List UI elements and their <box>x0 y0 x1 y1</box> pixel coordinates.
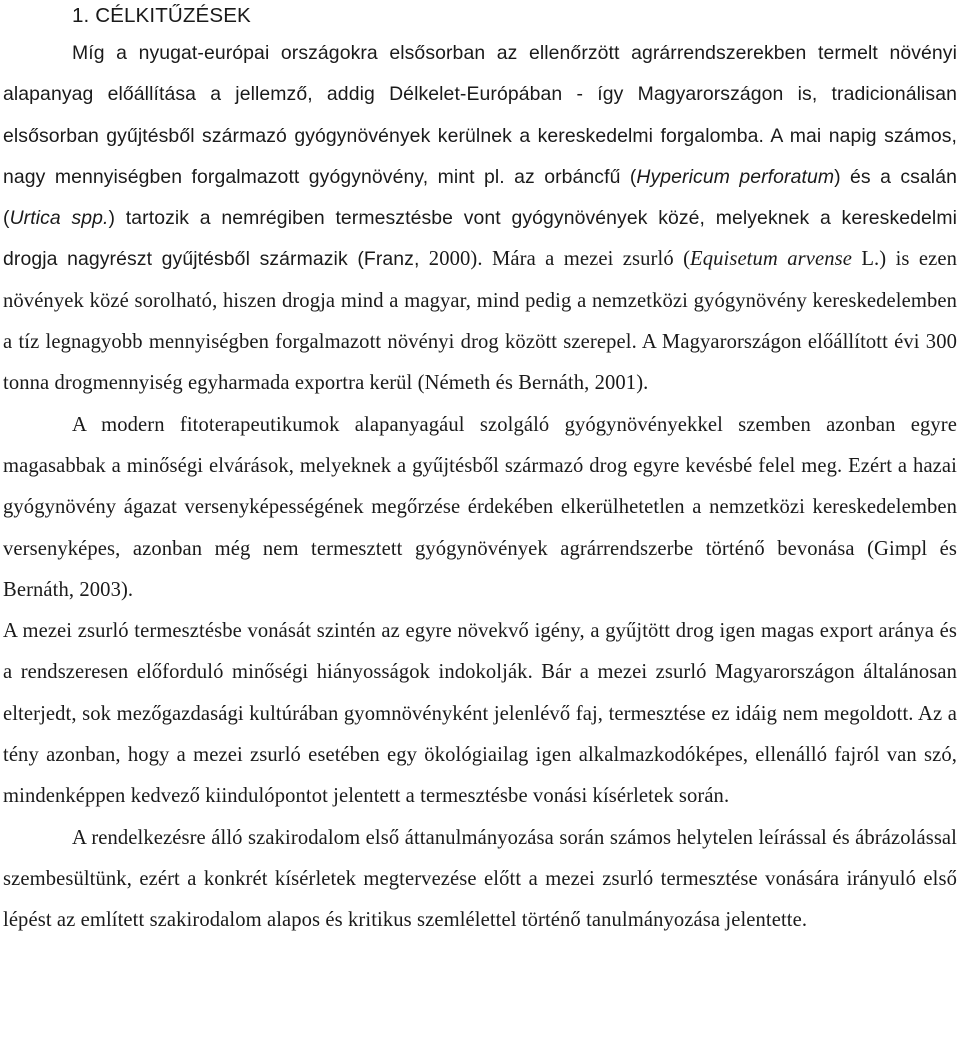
paragraph-1-text-c: ) tartozik a nemrégiben termesztésbe vont gyógynövények közé, melyeknek a kereskedelmi drogja nagyrészt gyűjtésből származik (Franz, <box>3 207 957 271</box>
species-name-equisetum: Equisetum arvense <box>690 248 852 271</box>
document-page <box>3 0 957 942</box>
paragraph-2: A modern fitoterapeutikumok alapanyagául szolgáló gyógynövényekkel szemben azonban egyre magasabbak a minőségi elvárások, melyeknek a gyűjtésből származó drog egyre kevésbé felel meg. Ezért a hazai gyógynövény ágazat versenyképességének megőrzése érdekében elkerülhetetlen a nemzetközi kereskedelemben versenyképes, azonban még nem termesztett gyógynövények agrárrendszerbe történő bevonása (Gimpl és Bernáth, 2003). <box>3 413 957 601</box>
paragraph-1-text-b: ) és a csalán ( <box>3 165 957 230</box>
paragraph-1-text-d: 2000). Mára a mezei zsurló ( <box>419 248 691 271</box>
paragraph-1-text-a: Míg a nyugat-európai országokra elsősorban az ellenőrzött agrárrendszerekben termelt növényi alapanyag előállítása a jellemző, addig Délkelet-Európában - így Magyarországon is, tradicionálisan elsősorban gyűjtésből származó gyógynövények kerülnek a kereskedelmi forgalomba. A mai napig számos, nagy mennyiségben forgalmazott gyógynövény, mint pl. az orbáncfű ( <box>3 42 957 188</box>
section-heading: 1. CÉLKITŰZÉSEK <box>72 4 251 27</box>
species-name-hypericum: Hypericum perforatum <box>636 165 835 188</box>
paragraph-3: A mezei zsurló termesztésbe vonását szintén az egyre növekvő igény, a gyűjtött drog igen magas export aránya és a rendszeresen előforduló minőségi hiányosságok indokolják. Bár a mezei zsurló Magyarországon általánosan elterjedt, sok mezőgazdasági kultúrában gyomnövényként jelenlévő faj, termesztése ez idáig nem megoldott. Az a tény azonban, hogy a mezei zsurló esetében egy ökológiailag igen alkalmazkodóképes, ellenálló fajról van szó, mindenképpen kedvező kiindulópontot jelentett a termesztésbe vonási kísérletek során. <box>3 620 957 808</box>
species-name-urtica: Urtica spp. <box>9 207 109 230</box>
paragraph-1 <box>3 33 957 405</box>
paragraph-1-text-e: L.) is ezen növények közé sorolható, hiszen drogja mind a magyar, mind pedig a nemzetközi gyógynövény kereskedelemben a tíz legnagyobb mennyiségben forgalmazott növényi drog között szerepel. A Magyarországon előállított évi 300 tonna drogmennyiség egyharmada exportra kerül (Németh és Bernáth, 2001). <box>3 248 957 395</box>
paragraph-4: A rendelkezésre álló szakirodalom első áttanulmányozása során számos helytelen leírással és ábrázolással szembesültünk, ezért a konkrét kísérletek megtervezése előtt a mezei zsurló termesztése vonására irányuló első lépést az említett szakirodalom alapos és kritikus szemlélettel történő tanulmányozása jelentette. <box>3 826 957 932</box>
